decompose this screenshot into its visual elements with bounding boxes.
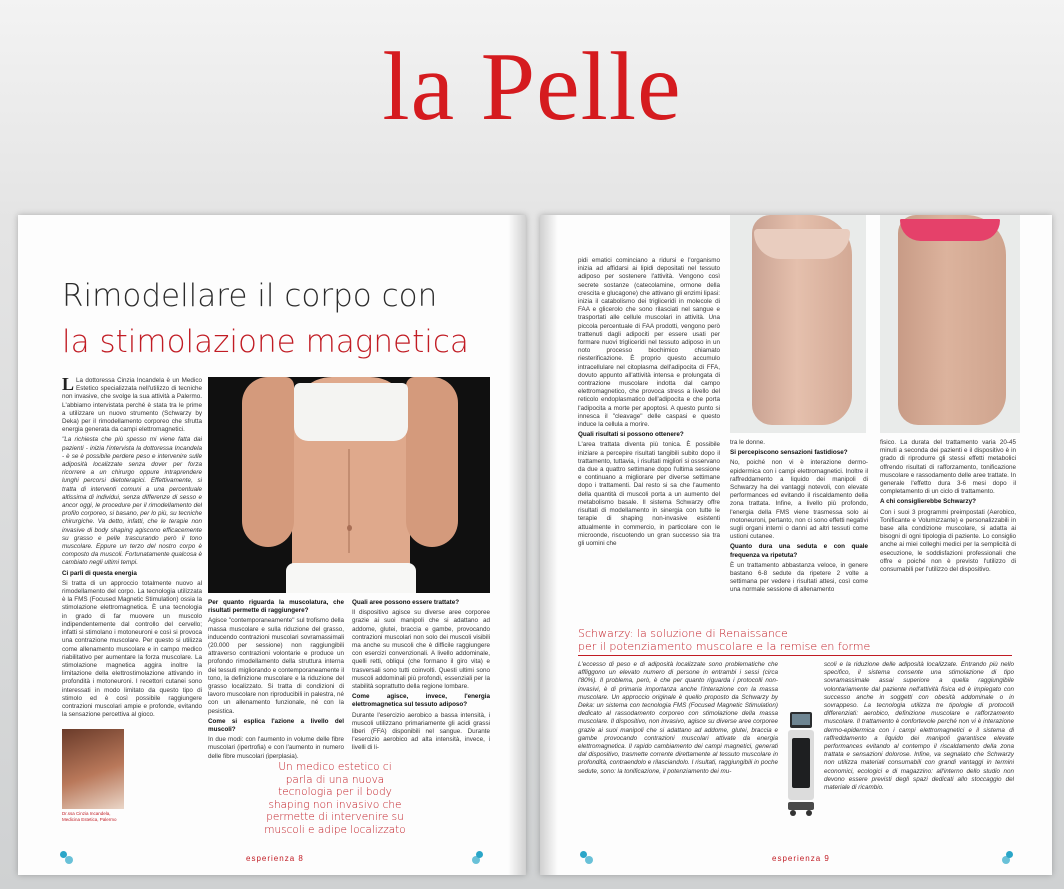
right-col2-heading2: Quanto dura una seduta e con quale frequenza va ripetuta?	[730, 543, 868, 559]
right-page	[540, 215, 1052, 875]
col3-body: Il dispositivo agisce su diverse aree corporee grazie ai suoi manipoli che si adattano ad addome, glutei, braccia e gambe, provocando contrazioni muscolari non solo dei muscoli visibili ma anche su muscoli che è difficile raggiungere con esercizi convenzionali. A livello addominale, quelli retti, obliqui (che formano il giro vita) e trasversali sono tutti coinvolti. Questi ultimi sono muscoli addominali più profondi, essenziali per la stabilità soprattutto della regione lombare.	[352, 609, 490, 691]
col2-heading2: Come si esplica l'azione a livello del muscoli?	[208, 717, 344, 734]
page-footer: esperienza 9	[772, 854, 830, 863]
left-page	[18, 215, 526, 875]
col2-body: Agisce "contemporaneamente" sul trofismo della massa muscolare e sulla riduzione del grasso, inducendo contrazioni muscolari sovramassimali (20.000 per sessione) non raggiungibili attraverso contrazioni volontarie e produce un profondo rimodellamento della struttura interna dei tessuti migliorando e contemporaneamente il tono, la definizione muscolare e la riduzione del grasso localizzato. Si tratta di condizioni di lavoro muscolare non riproducibili in palestra, né con un allenamento funzionale, né con la pesistica.	[208, 617, 344, 715]
right-col1-heading: Quali risultati si possono ottenere?	[578, 431, 684, 439]
col3-heading2: Come agisce, invece, l'energia elettromagnetica sul tessuto adiposo?	[352, 693, 490, 709]
right-col2-heading: Si percepiscono sensazioni fastidiose?	[730, 449, 848, 457]
right-col3-body2: Con i suoi 3 programmi preimpostati (Aerobico, Tonificante e Volumizzante) e personalizzabili in base alla condizione muscolare, si adatta ai bisogni di ogni tipologia di paziente. Lo consiglio anche ai miei colleghi medici per la semplicità di esecuzione, le soddisfazioni professionali che offre e poiché non è previsto l'utilizzo di consumabili per l'utilizzo del dispositivo.	[880, 508, 1016, 574]
author-caption: Dr.ssa Cinzia Incandela, Medicina Estetica, Palermo	[62, 811, 117, 822]
left-col1: L La dottoressa Cinzia Incandela è un Medico Estetico specializzata nell'utilizzo di tecniche non invasive, che svolge la sua attività a Palermo. L'abbiamo intervistata perché è stata tra le prime a utilizzare un nuovo strumento (Schwarzy by Deka) per il rimodellamento corporeo che sfrutta energia generata da campi elettromagnetici. "La richiesta che più spesso mi viene fatta dai pazienti - inizia l'intervista la dottoressa Incandela - è se è possibile perdere peso e intervenire sulle adiposità localizzate senza dover per forza ricorrere a un chirurgo oppure intraprendere lunghi percorsi dietoterapici. Effettivamente, si tratta di interventi comuni a una percentuale altissima di individui, senza differenze di sesso e ancor oggi, le procedure per il rimodellamento del profilo corporeo, si basano, per lo più, su tecniche chirurgiche. Va detto, infatti, che le terapie non invasive di body shaping agiscono efficacemente su grasso e pelle trascurando però il tono muscolare. Eppure un terzo del nostro corpo è composto da muscoli. Fortunatamente qualcosa è cambiato negli ultimi tempi. Ci parli di questa energia Si tratta di un approccio totalmente nuovo al rimodellamento del corpo. La tecnologia utilizzata è la FMS (Focused Magnetic Stimulation) ossia la stimolazione elettromagnetica. È una tecnologia in grado di far muovere un muscolo indipendentemente dal controllo del cervello; infatti si stimolano i motoneuroni e così si provoca una contrazione muscolare. Per questo si utilizza come allenamento muscolare e in campo medico riabilitativo per aumentare la forza muscolare. La stimolazione magnetica aggira inoltre la limitazione della elettrostimolazione attivando in profondità i motoneuroni. I recettori cutanei sono interessati in modo limitato da questo tipo di stimolo ed è così possibile raggiungere contrazioni muscolari ampie e profonde, evitando la sensazione percettiva al gioco.	[62, 377, 202, 719]
decorative-dots-icon	[60, 851, 78, 863]
right-col2-body2: No, poiché non vi è interazione dermo-epidermica con i campi elettromagnetici. Inoltre il raffreddamento a liquido dei manipoli di Schwarzy ha dei vantaggi notevoli, con elevate performances ed evitando il riscaldamento della zona trattata. Infine, a livello più profondo, l'energia della FMS viene trasmessa solo ai motoneuroni, pertanto, non ci sono effetti negativi sugli organi interni o danni ad altri tessuti come ustioni cutanee.	[730, 459, 868, 541]
right-col2-body: tra le donne.	[730, 439, 766, 446]
headline-line1: Rimodellare il corpo con	[62, 278, 438, 314]
right-col3	[880, 439, 1016, 617]
box-col1-body: L'eccesso di peso e di adiposità localizzate sono problematiche che affliggono un elevato numero di persone in entrambi i sessi (circa l'80%). Il problema, però, è che per quanto riguarda i protocolli non-invasivi, è di primaria importanza anche l'interazione con la massa muscolare. Un approccio originale è quello proposto da Schwarzy by Deka: un sistema con tecnologia FMS (Focused Magnetic Stimulation) dedicato al rassodamento corporeo con stimolazione della massa muscolare. Il dispositivo, non invasivo, agisce su diverse aree corporee grazie ai suoi manipoli che si adattano ad addome, glutei, braccia e gambe provocando contrazioni muscolari attivate da energia elettromagnetica. Il rapido cambiamento dei campi magnetici, generati dal dispositivo, trasmette corrente direttamente al tessuto muscolare in profondità, contraendolo e rilasciandolo. I risultati, raggiungibili in poche sedute, sono: la tonificazione, il potenziamento dei mu-	[578, 661, 778, 775]
box-col1	[578, 661, 778, 845]
col2-body2: In due modi: con l'aumento in volume delle fibre muscolari (ipertrofia) e con l'aumento in numero delle fibre muscolari (iperplasia).	[208, 736, 344, 759]
decorative-dots-icon	[472, 851, 490, 863]
decorative-dots-icon	[1002, 851, 1020, 863]
col1-body: Si tratta di un approccio totalmente nuovo al rimodellamento del corpo. La tecnologia utilizzata è la FMS (Focused Magnetic Stimulation) ossia la stimolazione elettromagnetica. È una tecnologia in grado di far muovere un muscolo indipendentemente dal controllo del cervello; infatti si stimolano i motoneuroni e così si provoca una contrazione muscolare. Per questo si utilizza come allenamento muscolare e in campo medico riabilitativo per aumentare la forza muscolare. La stimolazione magnetica aggira inoltre la limitazione della elettrostimolazione attivando in profondità i motoneuroni. I recettori cutanei sono interessati in modo limitato da questo tipo di stimolo ed è così possibile raggiungere contrazioni muscolari ampie e profonde, evitando la sensazione percettiva al gioco.	[62, 579, 202, 719]
right-col3-body: fisico. La durata del trattamento varia 20-45 minuti a seconda dei pazienti e il dispositivo è in grado di riprodurre gli stessi effetti metabolici offrendo risultati di rafforzamento, tonificazione muscolare e rassodamento delle aree trattate. In generale l'effetto dura 3-6 mesi dopo il completamento di un ciclo di trattamento.	[880, 439, 1016, 496]
right-col3-heading: A chi consiglierebbe Schwarzy?	[880, 498, 976, 506]
right-col1-body: pidi ematici cominciano a ridursi e l'organismo inizia ad affidarsi ai lipidi depositati nel tessuto adiposo per sostenere l'attività. Vengono così secrete sostanze (catecolamine, ormone della crescita e glucagone) che attivano gli enzimi lipasi: inizia il catabolismo dei trigliceridi in molecole di FAA e glicerolo che sono rilasciati nel sangue e trasportati alle cellule muscolari in attività. Una piccola percentuale di FAA prodotti, vengono però trattenuti dagli adipociti per essere usati per formare nuovi trigliceridi nel tessuto adiposo in un noto processo biochimico chiamato riesterificazione. È proprio questo accumulo intracellulare nel citoplasma dell'adipocita di FFA, dovuto appunto all'attività intensa e prolungata di contrazione muscolare indotta dal campo elettromagnetico, che provoca stress a livello del reticolo endoplasmatico dell'adipocita e che porta l'adipocita a morte per apoptosi. A questo punto si innesca il "cleavage" delle caspasi e questo induce la cellula a morire.	[578, 257, 720, 429]
torso-photo	[208, 377, 490, 593]
after-photo	[880, 215, 1020, 433]
intro-paragraph: La dottoressa Cinzia Incandela è un Medico Estetico specializzata nell'utilizzo di tecniche non invasive, che svolge la sua attività a Palermo. L'abbiamo intervistata perché è stata tra le prime a utilizzare un nuovo strumento (Schwarzy by Deka) per il rimodellamento corporeo che sfrutta energia generata da campi elettromagnetici.	[62, 377, 202, 434]
col2-heading: Per quanto riguarda la muscolatura, che risultati permette di raggiungere?	[208, 599, 344, 615]
box-col2	[824, 661, 1014, 845]
right-col1	[578, 257, 720, 617]
left-col2	[208, 599, 344, 759]
before-photo	[730, 215, 866, 433]
decorative-dots-icon	[580, 851, 598, 863]
magazine-title: la Pelle	[382, 33, 682, 141]
col1-heading: Ci parli di questa energia	[62, 569, 137, 577]
box-rule	[578, 655, 1012, 656]
pull-quote: Un medico estetico ci parla di una nuova tecnologia per il body shaping non invasivo che permette di intervenire su muscoli e adipe localizzato	[264, 761, 406, 836]
box-title-line2: per il potenziamento muscolare e la remise en forme	[578, 640, 871, 653]
right-col2-body3: È un trattamento abbastanza veloce, in genere bastano 6-8 sedute da ripetere 2 volte a settimana per vedere i risultati attesi, così come una normale sessione di allenamento	[730, 561, 868, 594]
right-col2	[730, 439, 868, 617]
box-title	[578, 627, 870, 653]
intro-quote: "La richiesta che più spesso mi viene fatta dai pazienti - inizia l'intervista la dottoressa Incandela - è se è possibile perdere peso e intervenire sulle adiposità localizzate senza dover per forza ricorrere a un chirurgo oppure intraprendere lunghi percorsi dietoterapici. Effettivamente, si tratta di interventi comuni a una percentuale altissima di individui, senza differenze di sesso e ancor oggi, le procedure per il rimodellamento del profilo corporeo, si basano, per lo più, su tecniche chirurgiche. Va detto, infatti, che le terapie non invasive di body shaping agiscono efficacemente su grasso e pelle trascurando però il tono muscolare. Eppure un terzo del nostro corpo è composto da muscoli. Fortunatamente qualcosa è cambiato negli ultimi tempi.	[62, 436, 202, 567]
box-col2-body: scoli e la riduzione delle adiposità localizzate. Entrando più nello specifico, il sistema consente una stimolazione di tipo sovramassimale assai superiore a quella raggiungibile volontariamente dal paziente nell'attività fisica ed è impiegato con successo anche in soggetti con obesità addominale o in sovrappeso. La tecnologia utilizza tre tipologie di protocolli differenziati: aerobico, definizione muscolare e rafforzamento muscolare. Il trattamento è confortevole perché non vi è interazione dermo-epidermica con i campi elettromagnetici e il sistema di raffreddamento a liquido dei manipoli garantisce elevate performances evitando al contempo il riscaldamento della zona trattata e sensazioni dolorose. Infine, va segnalato che Schwarzy non utilizza materiali consumabili con grandi vantaggi in termini economici, ecologici e di magazzino: all'interno dello studio non devono essere previsti degli spazi dedicati allo stoccaggio del materiale di ricambio.	[824, 661, 1014, 792]
right-col1-body2: L'area trattata diventa più tonica. È possibile iniziare a percepire risultati tangibili subito dopo il trattamento, tuttavia, i risultati migliori si osservano da due a quattro settimane dopo l'ultima sessione e continuano a migliorare per diverse settimane dopo i trattamenti. Dal resto si sa che l'aumento della quantità di muscoli porta a un aumento del metabolismo basale. Il sistema Schwarzy offre risultati di modellamento in sinergia con tutte le terapie di shaping non-invasive esistenti attualmente in commercio, in particolare con le microonde, riscuotendo un gran successo sia tra gli uomini che	[578, 441, 720, 547]
col3-body2: Durante l'esercizio aerobico a bassa intensità, i muscoli utilizzano primariamente gli acidi grassi liberi (FFA) disponibili nel sangue. Durante l'esercizio aerobico ad alta intensità, invece, i livelli di li-	[352, 711, 490, 752]
headline-line2: la stimolazione magnetica	[62, 324, 469, 360]
col3-heading: Quali aree possono essere trattate?	[352, 599, 460, 606]
author-photo	[62, 729, 124, 809]
schwarzy-device-image	[784, 712, 818, 816]
left-col3	[352, 599, 490, 759]
page-footer: esperienza 8	[246, 854, 304, 863]
box-title-line1: Schwarzy: la soluzione di Renaissance	[578, 627, 788, 640]
